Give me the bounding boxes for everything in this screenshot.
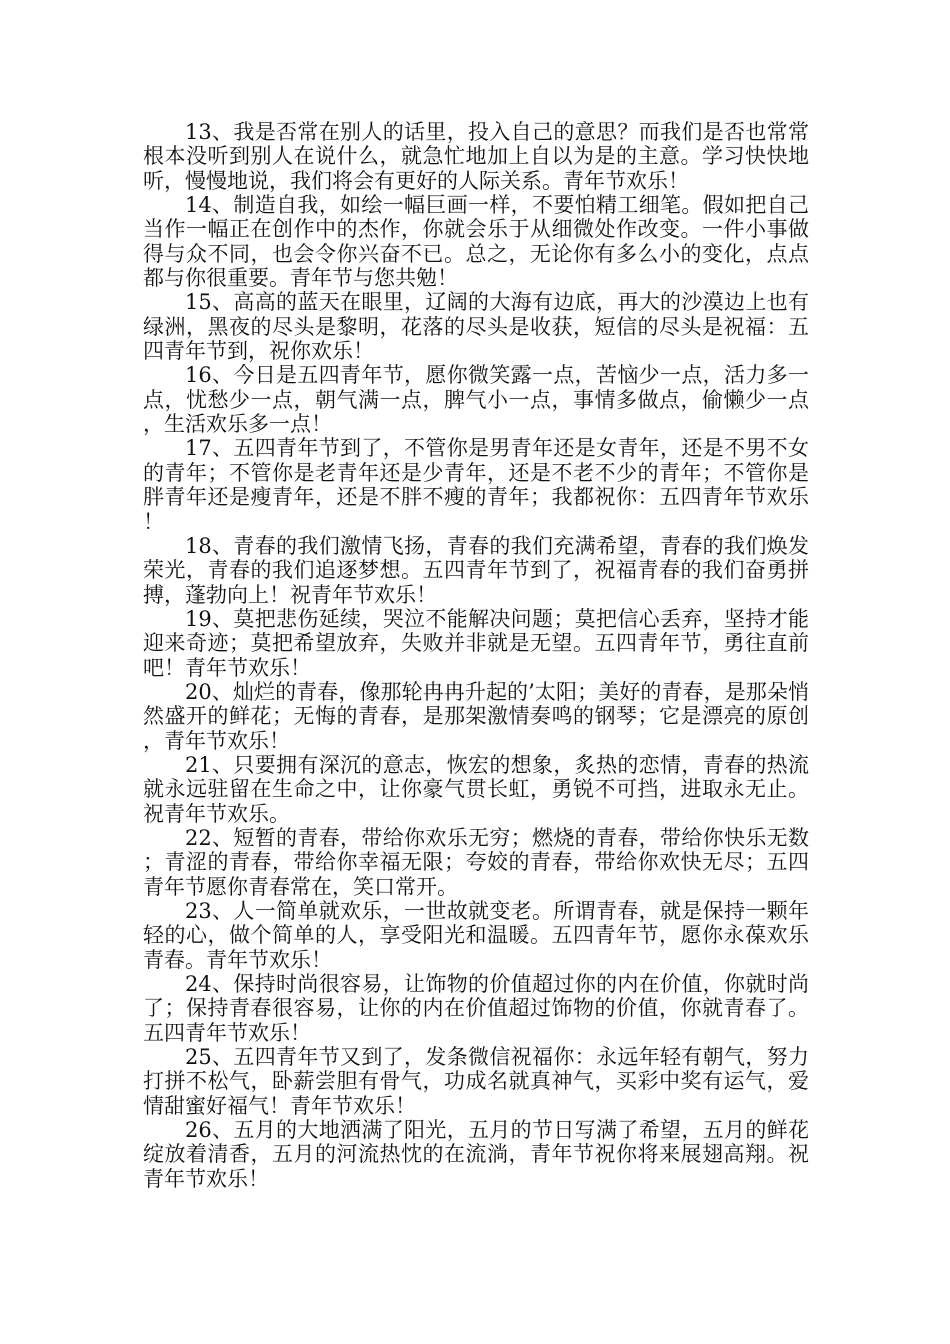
paragraph-20: 20、灿烂的青春，像那轮冉冉升起的’太阳；美好的青春，是那朵悄然盛开的鲜花；无悔的青春，是那架激情奏鸣的钢琴；它是漂亮的原创，青年节欢乐！ xyxy=(143,679,809,753)
paragraph-17: 17、五四青年节到了，不管你是男青年还是女青年，还是不男不女的青年；不管你是老青年还是少青年，还是不老不少的青年；不管你是胖青年还是瘦青年，还是不胖不瘦的青年；我都祝你：五四青年节欢乐！ xyxy=(143,436,809,534)
paragraph-16: 16、今日是五四青年节，愿你微笑露一点，苦恼少一点，活力多一点，忧愁少一点，朝气满一点，脾气小一点，事情多做点，偷懒少一点，生活欢乐多一点！ xyxy=(143,363,809,437)
paragraph-23: 23、人一简单就欢乐，一世故就变老。所谓青春，就是保持一颗年轻的心，做个简单的人，享受阳光和温暖。五四青年节，愿你永葆欢乐青春。青年节欢乐！ xyxy=(143,899,809,972)
paragraph-13: 13、我是否常在别人的话里，投入自己的意思？而我们是否也常常根本没听到别人在说什么，就急忙地加上自以为是的主意。学习快快地听，慢慢地说，我们将会有更好的人际关系。青年节欢乐！ xyxy=(143,120,809,193)
paragraph-15: 15、高高的蓝天在眼里，辽阔的大海有边底，再大的沙漠边上也有绿洲，黑夜的尽头是黎明，花落的尽头是收获，短信的尽头是祝福：五四青年节到，祝你欢乐！ xyxy=(143,290,809,364)
paragraph-26: 26、五月的大地洒满了阳光，五月的节日写满了希望，五月的鲜花绽放着清香，五月的河流热忱的在流淌，青年节祝你将来展翅高翔。祝青年节欢乐！ xyxy=(143,1118,809,1191)
paragraph-25: 25、五四青年节又到了，发条微信祝福你：永远年轻有朝气，努力打拼不松气，卧薪尝胆有骨气，功成名就真神气，买彩中奖有运气，爱情甜蜜好福气！青年节欢乐！ xyxy=(143,1045,809,1118)
paragraph-22: 22、短暂的青春，带给你欢乐无穷；燃烧的青春，带给你快乐无数；青涩的青春，带给你幸福无限；夸姣的青春，带给你欢快无尽；五四青年节愿你青春常在，笑口常开。 xyxy=(143,825,809,899)
paragraph-19: 19、莫把悲伤延续，哭泣不能解决问题；莫把信心丢弃，坚持才能迎来奇迹；莫把希望放弃，失败并非就是无望。五四青年节，勇往直前吧！青年节欢乐！ xyxy=(143,606,809,680)
document-body xyxy=(143,120,809,1191)
paragraph-14: 14、制造自我，如绘一幅巨画一样，不要怕精工细笔。假如把自己当作一幅正在创作中的杰作，你就会乐于从细微处作改变。一件小事做得与众不同，也会令你兴奋不已。总之，无论你有多么小的变化，点点都与你很重要。青年节与您共勉！ xyxy=(143,193,809,291)
paragraph-18: 18、青春的我们激情飞扬，青春的我们充满希望，青春的我们焕发荣光，青春的我们追逐梦想。五四青年节到了，祝福青春的我们奋勇拼搏，蓬勃向上！祝青年节欢乐！ xyxy=(143,533,809,607)
paragraph-24: 24、保持时尚很容易，让饰物的价值超过你的内在价值，你就时尚了；保持青春很容易，让你的内在价值超过饰物的价值，你就青春了。五四青年节欢乐！ xyxy=(143,972,809,1045)
paragraph-21: 21、只要拥有深沉的意志，恢宏的想象，炙热的恋情，青春的热流就永远驻留在生命之中，让你豪气贯长虹，勇锐不可挡，进取永无止。祝青年节欢乐。 xyxy=(143,752,809,826)
